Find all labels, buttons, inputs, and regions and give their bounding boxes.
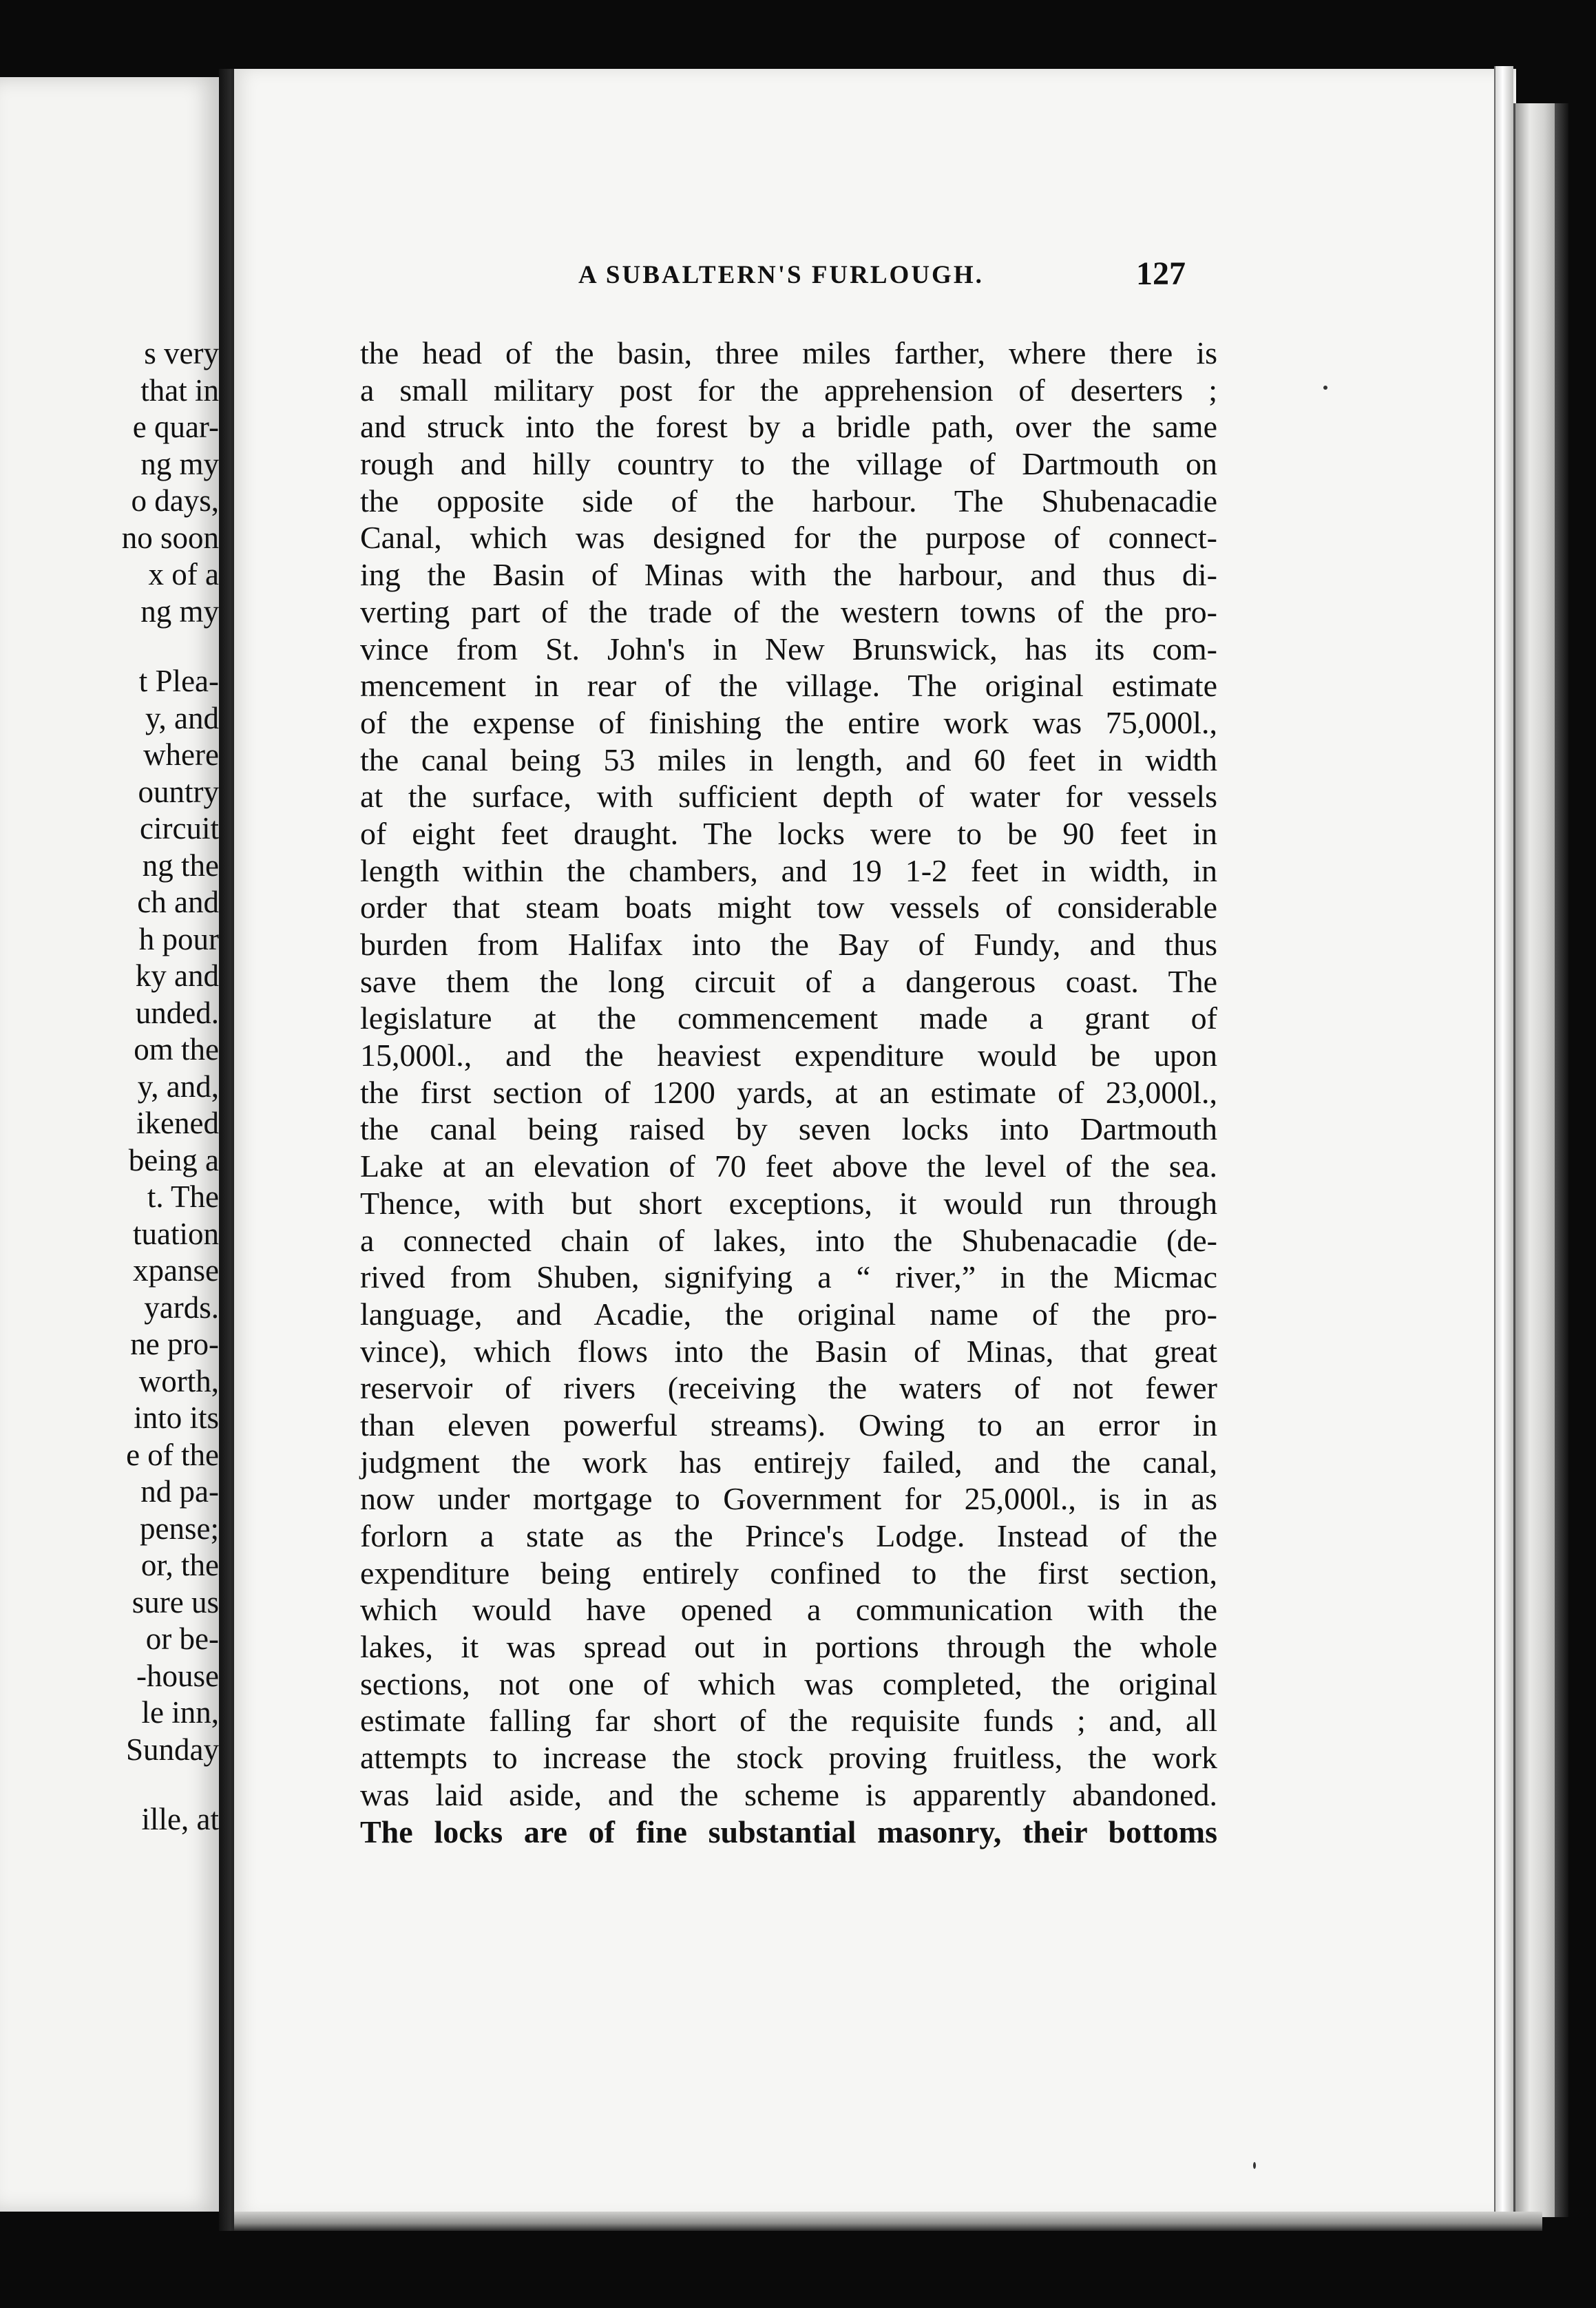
previous-page-line: ountry <box>138 774 219 809</box>
previous-page-line: h pour <box>138 921 219 956</box>
text-line: expenditure being entirely confined to the first section, <box>360 1555 1217 1591</box>
previous-page-line: nd pa- <box>140 1474 219 1509</box>
previous-page-line: pense; <box>140 1511 219 1546</box>
previous-page-line: ch and <box>137 885 219 919</box>
previous-page-line: tuation <box>133 1216 219 1251</box>
previous-page-line: ng the <box>142 848 219 883</box>
page-stack-shadow <box>1555 103 1568 2217</box>
text-line: length within the chambers, and 19 1-2 feet in width, in <box>360 852 1217 888</box>
previous-page-line: ne pro- <box>130 1327 219 1361</box>
text-line: language, and Acadie, the original name of the pro- <box>360 1296 1217 1332</box>
text-line: the first section of 1200 yards, at an estimate of 23,000l., <box>360 1074 1217 1110</box>
text-line: mencement in rear of the village. The original estimate <box>360 668 1217 704</box>
previous-page-line: xpanse <box>133 1253 219 1288</box>
text-line: than eleven powerful streams). Owing to an error in <box>360 1407 1217 1442</box>
text-line: vince from St. John's in New Brunswick, has its com- <box>360 631 1217 667</box>
text-line: attempts to increase the stock proving fruitless, the work <box>360 1740 1217 1776</box>
text-line: Lake at an elevation of 70 feet above the level of the sea. <box>360 1148 1217 1184</box>
previous-page-line: where <box>143 737 219 772</box>
text-line: estimate falling far short of the requisite funds ; and, all <box>360 1703 1217 1739</box>
text-line: the canal being 53 miles in length, and 60 feet in width <box>360 742 1217 777</box>
text-line: vince), which flows into the Basin of Minas, that great <box>360 1333 1217 1369</box>
running-head: A SUBALTERN'S FURLOUGH. <box>578 261 984 289</box>
previous-page-line: yards. <box>144 1290 219 1325</box>
previous-page-line: t Plea- <box>138 664 219 698</box>
paper-speck <box>1253 2162 1256 2169</box>
previous-page-line: sure us <box>132 1584 219 1619</box>
previous-page-line: o days, <box>131 483 219 518</box>
previous-page-line: Sunday <box>126 1732 219 1767</box>
text-line: ing the Basin of Minas with the harbour, and thus di- <box>360 557 1217 593</box>
previous-page-line: worth, <box>138 1363 219 1398</box>
page-body-text <box>360 335 1217 1850</box>
text-line: was laid aside, and the scheme is apparently abandoned. <box>360 1776 1217 1812</box>
text-line: the head of the basin, three miles farther, where there is <box>360 335 1217 370</box>
text-line: rived from Shuben, signifying a “ river,” in the Micmac <box>360 1259 1217 1295</box>
paper-speck <box>1323 386 1327 390</box>
text-line: burden from Halifax into the Bay of Fundy, and thus <box>360 927 1217 962</box>
text-line: save them the long circuit of a dangerous coast. The <box>360 963 1217 999</box>
previous-page-line: or, the <box>140 1548 219 1582</box>
previous-page-line: no soon <box>121 520 219 555</box>
previous-page-fragment <box>0 77 226 2212</box>
paragraph-gap <box>0 1768 95 1801</box>
previous-page-line: ikened <box>136 1106 219 1140</box>
previous-page-line: circuit <box>140 811 219 846</box>
text-line: and struck into the forest by a bridle path, over the same <box>360 409 1217 445</box>
text-line: The locks are of fine substantial masonry, their bottoms <box>360 1814 1217 1849</box>
previous-page-line: being a <box>128 1142 219 1177</box>
previous-page-line: or be- <box>145 1622 219 1656</box>
text-line: verting part of the trade of the western towns of the pro- <box>360 594 1217 629</box>
previous-page-line: s very <box>144 336 219 370</box>
previous-page-line: y, and <box>145 700 219 735</box>
previous-page-line: unded. <box>135 995 219 1030</box>
text-line: at the surface, with sufficient depth of water for vessels <box>360 779 1217 815</box>
text-line: the opposite side of the harbour. The Shubenacadie <box>360 483 1217 518</box>
previous-page-line: y, and, <box>137 1069 219 1104</box>
text-line: the canal being raised by seven locks into Dartmouth <box>360 1111 1217 1147</box>
text-line: forlorn a state as the Prince's Lodge. Instead of the <box>360 1518 1217 1553</box>
previous-page-line: ng my <box>140 446 219 481</box>
text-line: Canal, which was designed for the purpose of connect- <box>360 520 1217 556</box>
previous-page-line: into its <box>134 1400 219 1435</box>
previous-page-line: le inn, <box>141 1695 219 1730</box>
previous-page-line: t. The <box>147 1179 219 1214</box>
page-stack-edge <box>1513 103 1557 2217</box>
text-line: now under mortgage to Government for 25,000l., is in as <box>360 1481 1217 1517</box>
text-line: Thence, with but short exceptions, it would run through <box>360 1185 1217 1221</box>
previous-page-text <box>0 335 219 1838</box>
previous-page-line: x of a <box>148 557 219 591</box>
previous-page-line: ky and <box>135 958 219 993</box>
previous-page-line: e of the <box>126 1437 219 1472</box>
previous-page-line: -house <box>136 1658 219 1693</box>
text-line: a connected chain of lakes, into the Shubenacadie (de- <box>360 1222 1217 1258</box>
previous-page-line: e quar- <box>132 410 219 444</box>
page-number: 127 <box>1136 255 1186 292</box>
text-line: which would have opened a communication with the <box>360 1592 1217 1628</box>
page-edge <box>1494 66 1513 2228</box>
text-line: legislature at the commencement made a grant of <box>360 1000 1217 1036</box>
text-line: sections, not one of which was completed, the original <box>360 1666 1217 1701</box>
page-bottom-edge <box>234 2212 1542 2231</box>
text-line: a small military post for the apprehension of deserters ; <box>360 372 1217 408</box>
text-line: rough and hilly country to the village of Dartmouth on <box>360 446 1217 482</box>
text-line: reservoir of rivers (receiving the waters of not fewer <box>360 1370 1217 1406</box>
previous-page-line: that in <box>140 373 219 408</box>
text-line: of the expense of finishing the entire work was 75,000l., <box>360 704 1217 740</box>
previous-page-line: ille, at <box>141 1802 219 1836</box>
text-line: order that steam boats might tow vessels of considerable <box>360 890 1217 925</box>
text-line: 15,000l., and the heaviest expenditure would be upon <box>360 1038 1217 1073</box>
previous-page-line: om the <box>134 1032 219 1067</box>
text-line: lakes, it was spread out in portions through the whole <box>360 1629 1217 1665</box>
paragraph-gap <box>0 630 95 663</box>
text-line: judgment the work has entirejy failed, and the canal, <box>360 1444 1217 1480</box>
text-line: of eight feet draught. The locks were to be 90 feet in <box>360 815 1217 851</box>
previous-page-line: ng my <box>140 594 219 629</box>
